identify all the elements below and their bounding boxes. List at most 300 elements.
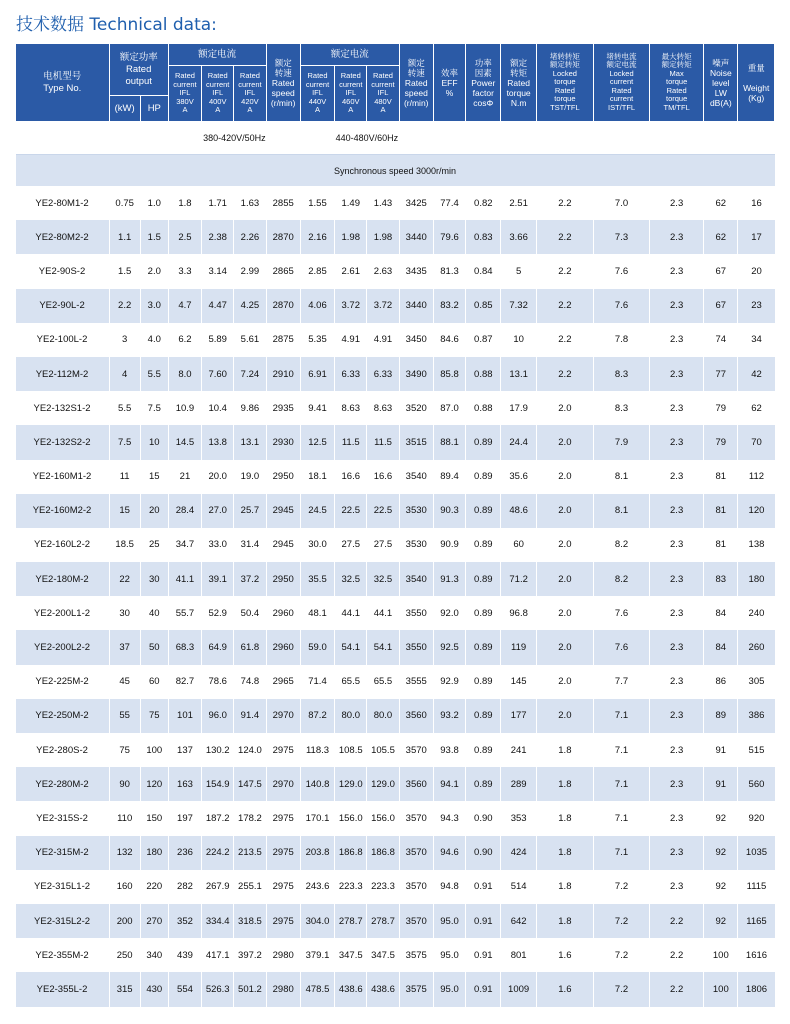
header-i380 — [168, 66, 201, 122]
cell-current-380v: 352 — [168, 904, 201, 938]
cell-current-460v: 44.1 — [335, 596, 367, 630]
header-hp-label: HP — [147, 102, 161, 114]
cell-locked-current-ratio: 7.2 — [593, 938, 649, 972]
cell-speed-60hz: 3570 — [399, 870, 433, 904]
cell-output-hp: 5.5 — [140, 357, 168, 391]
cell-current-460v: 223.3 — [335, 870, 367, 904]
cell-current-480v: 129.0 — [367, 767, 399, 801]
cell-locked-torque-ratio: 2.0 — [536, 528, 593, 562]
cell-max-torque-ratio: 2.3 — [650, 630, 704, 664]
cell-weight: 560 — [738, 767, 775, 801]
cell-speed-50hz: 2980 — [266, 972, 300, 1006]
cell-current-460v: 129.0 — [335, 767, 367, 801]
cell-rated-torque: 48.6 — [501, 494, 536, 528]
synchronous-speed-row — [16, 155, 775, 187]
table-row — [16, 254, 775, 288]
cell-power-factor: 0.89 — [466, 425, 501, 459]
cell-current-440v: 478.5 — [300, 972, 334, 1006]
cell-speed-60hz: 3425 — [399, 186, 433, 220]
header-rated-output — [109, 44, 168, 96]
cell-current-400v: 417.1 — [202, 938, 234, 972]
cell-current-400v: 1.71 — [202, 186, 234, 220]
cell-current-460v: 3.72 — [335, 289, 367, 323]
cell-noise-level: 91 — [704, 767, 738, 801]
cell-power-factor: 0.89 — [466, 733, 501, 767]
cell-current-460v: 65.5 — [335, 665, 367, 699]
cell-weight: 17 — [738, 220, 775, 254]
cell-locked-torque-ratio: 2.0 — [536, 699, 593, 733]
cell-current-400v: 526.3 — [202, 972, 234, 1006]
cell-current-420v: 91.4 — [234, 699, 266, 733]
cell-type-no: YE2-315M-2 — [16, 836, 110, 870]
cell-type-no: YE2-280S-2 — [16, 733, 110, 767]
cell-output-kw: 200 — [109, 904, 140, 938]
cell-power-factor: 0.89 — [466, 562, 501, 596]
cell-current-380v: 2.5 — [168, 220, 201, 254]
cell-output-kw: 132 — [109, 836, 140, 870]
cell-rated-torque: 24.4 — [501, 425, 536, 459]
cell-current-380v: 439 — [168, 938, 201, 972]
cell-type-no: YE2-315L1-2 — [16, 870, 110, 904]
cell-power-factor: 0.88 — [466, 391, 501, 425]
cell-power-factor: 0.89 — [466, 494, 501, 528]
cell-current-400v: 64.9 — [202, 630, 234, 664]
cell-max-torque-ratio: 2.3 — [650, 801, 704, 835]
cell-noise-level: 74 — [704, 323, 738, 357]
cell-efficiency: 94.3 — [433, 801, 465, 835]
cell-output-hp: 3.0 — [140, 289, 168, 323]
cell-max-torque-ratio: 2.3 — [650, 425, 704, 459]
cell-output-kw: 30 — [109, 596, 140, 630]
header-locked-current — [593, 44, 649, 122]
cell-current-440v: 304.0 — [300, 904, 334, 938]
cell-power-factor: 0.91 — [466, 938, 501, 972]
cell-output-kw: 37 — [109, 630, 140, 664]
cell-current-380v: 101 — [168, 699, 201, 733]
cell-current-420v: 4.25 — [234, 289, 266, 323]
cell-speed-50hz: 2870 — [266, 220, 300, 254]
cell-rated-torque: 71.2 — [501, 562, 536, 596]
cell-locked-torque-ratio: 1.8 — [536, 733, 593, 767]
table-row — [16, 870, 775, 904]
cell-locked-torque-ratio: 1.8 — [536, 836, 593, 870]
cell-rated-torque: 145 — [501, 665, 536, 699]
cell-current-480v: 32.5 — [367, 562, 399, 596]
cell-output-kw: 315 — [109, 972, 140, 1006]
cell-current-440v: 379.1 — [300, 938, 334, 972]
cell-power-factor: 0.89 — [466, 630, 501, 664]
cell-noise-level: 92 — [704, 836, 738, 870]
cell-current-420v: 318.5 — [234, 904, 266, 938]
cell-current-480v: 186.8 — [367, 836, 399, 870]
cell-current-440v: 87.2 — [300, 699, 334, 733]
header-weight — [738, 44, 775, 122]
cell-current-480v: 278.7 — [367, 904, 399, 938]
cell-max-torque-ratio: 2.3 — [650, 289, 704, 323]
cell-current-380v: 14.5 — [168, 425, 201, 459]
cell-max-torque-ratio: 2.3 — [650, 596, 704, 630]
cell-rated-torque: 5 — [501, 254, 536, 288]
cell-output-kw: 75 — [109, 733, 140, 767]
cell-locked-current-ratio: 7.1 — [593, 767, 649, 801]
cell-output-hp: 60 — [140, 665, 168, 699]
header-i460 — [335, 66, 367, 122]
cell-current-440v: 4.06 — [300, 289, 334, 323]
header-locked-torque — [536, 44, 593, 122]
cell-noise-level: 84 — [704, 630, 738, 664]
cell-current-440v: 2.16 — [300, 220, 334, 254]
cell-noise-level: 67 — [704, 289, 738, 323]
cell-efficiency: 94.6 — [433, 836, 465, 870]
header-eff — [433, 44, 465, 122]
cell-rated-torque: 514 — [501, 870, 536, 904]
header-current-50 — [168, 44, 266, 66]
cell-locked-current-ratio: 7.7 — [593, 665, 649, 699]
cell-efficiency: 87.0 — [433, 391, 465, 425]
cell-noise-level: 81 — [704, 460, 738, 494]
cell-current-480v: 54.1 — [367, 630, 399, 664]
cell-current-480v: 22.5 — [367, 494, 399, 528]
header-current-60 — [300, 44, 399, 66]
cell-current-460v: 278.7 — [335, 904, 367, 938]
cell-locked-current-ratio: 8.3 — [593, 391, 649, 425]
cell-current-380v: 68.3 — [168, 630, 201, 664]
cell-output-kw: 7.5 — [109, 425, 140, 459]
cell-output-hp: 75 — [140, 699, 168, 733]
cell-current-420v: 50.4 — [234, 596, 266, 630]
cell-current-420v: 124.0 — [234, 733, 266, 767]
cell-current-440v: 30.0 — [300, 528, 334, 562]
cell-power-factor: 0.89 — [466, 528, 501, 562]
cell-current-400v: 130.2 — [202, 733, 234, 767]
cell-locked-torque-ratio: 2.0 — [536, 596, 593, 630]
table-row — [16, 494, 775, 528]
cell-locked-torque-ratio: 2.2 — [536, 254, 593, 288]
cell-type-no: YE2-180M-2 — [16, 562, 110, 596]
cell-current-400v: 5.89 — [202, 323, 234, 357]
cell-current-400v: 267.9 — [202, 870, 234, 904]
cell-max-torque-ratio: 2.3 — [650, 733, 704, 767]
cell-current-380v: 163 — [168, 767, 201, 801]
cell-noise-level: 79 — [704, 391, 738, 425]
cell-speed-50hz: 2970 — [266, 767, 300, 801]
cell-speed-60hz: 3550 — [399, 596, 433, 630]
header-current-60-label: 额定电流 — [330, 48, 369, 60]
cell-type-no: YE2-112M-2 — [16, 357, 110, 391]
cell-efficiency: 95.0 — [433, 904, 465, 938]
cell-rated-torque: 289 — [501, 767, 536, 801]
header-speed-50-label: 额定 转速 Rated speed (r/min) — [270, 57, 296, 108]
cell-current-380v: 4.7 — [168, 289, 201, 323]
header-speed-60 — [399, 44, 433, 122]
cell-efficiency: 90.9 — [433, 528, 465, 562]
cell-locked-current-ratio: 7.6 — [593, 254, 649, 288]
header-max-torque-label: 最大转矩 额定转矩 Max torque Rated torque TM/TFL — [661, 51, 692, 112]
cell-current-400v: 224.2 — [202, 836, 234, 870]
cell-type-no: YE2-280M-2 — [16, 767, 110, 801]
cell-output-hp: 340 — [140, 938, 168, 972]
header-i440-label: Rated current IFL 440V A — [305, 71, 330, 115]
cell-current-400v: 33.0 — [202, 528, 234, 562]
table-row — [16, 938, 775, 972]
cell-current-420v: 25.7 — [234, 494, 266, 528]
cell-efficiency: 94.8 — [433, 870, 465, 904]
cell-speed-50hz: 2870 — [266, 289, 300, 323]
cell-speed-60hz: 3570 — [399, 836, 433, 870]
cell-max-torque-ratio: 2.3 — [650, 220, 704, 254]
cell-type-no: YE2-90S-2 — [16, 254, 110, 288]
table-row — [16, 425, 775, 459]
header-i460-label: Rated current IFL 460V A — [339, 71, 363, 115]
cell-current-420v: 13.1 — [234, 425, 266, 459]
table-row — [16, 460, 775, 494]
synchronous-speed-label: Synchronous speed 3000r/min — [16, 155, 775, 187]
cell-output-kw: 22 — [109, 562, 140, 596]
cell-type-no: YE2-90L-2 — [16, 289, 110, 323]
cell-power-factor: 0.90 — [466, 801, 501, 835]
cell-current-380v: 28.4 — [168, 494, 201, 528]
cell-weight: 138 — [738, 528, 775, 562]
cell-speed-60hz: 3540 — [399, 460, 433, 494]
cell-current-460v: 8.63 — [335, 391, 367, 425]
cell-weight: 16 — [738, 186, 775, 220]
cell-current-460v: 22.5 — [335, 494, 367, 528]
cell-output-kw: 4 — [109, 357, 140, 391]
cell-current-480v: 1.43 — [367, 186, 399, 220]
cell-weight: 1806 — [738, 972, 775, 1006]
cell-output-hp: 50 — [140, 630, 168, 664]
cell-output-kw: 55 — [109, 699, 140, 733]
cell-max-torque-ratio: 2.3 — [650, 357, 704, 391]
cell-efficiency: 89.4 — [433, 460, 465, 494]
cell-output-hp: 1.5 — [140, 220, 168, 254]
cell-output-kw: 3 — [109, 323, 140, 357]
cell-noise-level: 100 — [704, 938, 738, 972]
header-locked-current-label: 堵转电流 额定电流 Locked current Rated current IST/TFL — [606, 51, 637, 112]
cell-output-hp: 10 — [140, 425, 168, 459]
cell-speed-50hz: 2855 — [266, 186, 300, 220]
cell-type-no: YE2-355L-2 — [16, 972, 110, 1006]
freq-50hz: 380-420V/50Hz — [168, 122, 300, 155]
table-row — [16, 186, 775, 220]
cell-current-460v: 186.8 — [335, 836, 367, 870]
cell-type-no: YE2-200L2-2 — [16, 630, 110, 664]
cell-current-480v: 27.5 — [367, 528, 399, 562]
cell-current-420v: 213.5 — [234, 836, 266, 870]
cell-speed-60hz: 3490 — [399, 357, 433, 391]
cell-power-factor: 0.85 — [466, 289, 501, 323]
cell-speed-50hz: 2975 — [266, 904, 300, 938]
table-row — [16, 630, 775, 664]
header-kw — [109, 96, 140, 122]
cell-type-no: YE2-250M-2 — [16, 699, 110, 733]
cell-locked-current-ratio: 7.6 — [593, 289, 649, 323]
cell-current-420v: 37.2 — [234, 562, 266, 596]
cell-weight: 1035 — [738, 836, 775, 870]
cell-locked-current-ratio: 7.2 — [593, 870, 649, 904]
cell-current-460v: 80.0 — [335, 699, 367, 733]
cell-noise-level: 62 — [704, 220, 738, 254]
header-pf-label: 功率 因素 Power factor cosΦ — [471, 57, 496, 108]
cell-output-hp: 7.5 — [140, 391, 168, 425]
cell-current-420v: 31.4 — [234, 528, 266, 562]
cell-output-kw: 90 — [109, 767, 140, 801]
cell-noise-level: 79 — [704, 425, 738, 459]
cell-rated-torque: 801 — [501, 938, 536, 972]
cell-output-hp: 120 — [140, 767, 168, 801]
cell-current-460v: 4.91 — [335, 323, 367, 357]
cell-output-kw: 0.75 — [109, 186, 140, 220]
cell-efficiency: 95.0 — [433, 972, 465, 1006]
cell-current-440v: 243.6 — [300, 870, 334, 904]
cell-current-380v: 41.1 — [168, 562, 201, 596]
cell-current-460v: 438.6 — [335, 972, 367, 1006]
cell-output-hp: 30 — [140, 562, 168, 596]
cell-type-no: YE2-355M-2 — [16, 938, 110, 972]
cell-output-hp: 15 — [140, 460, 168, 494]
cell-speed-50hz: 2950 — [266, 562, 300, 596]
cell-type-no: YE2-80M1-2 — [16, 186, 110, 220]
technical-data-table-wrapper — [15, 43, 775, 1007]
cell-noise-level: 62 — [704, 186, 738, 220]
cell-current-420v: 61.8 — [234, 630, 266, 664]
cell-output-kw: 2.2 — [109, 289, 140, 323]
cell-speed-60hz: 3550 — [399, 630, 433, 664]
cell-speed-60hz: 3570 — [399, 801, 433, 835]
cell-max-torque-ratio: 2.3 — [650, 836, 704, 870]
cell-current-380v: 82.7 — [168, 665, 201, 699]
cell-weight: 1115 — [738, 870, 775, 904]
cell-current-380v: 34.7 — [168, 528, 201, 562]
header-power-factor — [466, 44, 501, 122]
cell-type-no: YE2-225M-2 — [16, 665, 110, 699]
cell-noise-level: 67 — [704, 254, 738, 288]
cell-locked-torque-ratio: 2.0 — [536, 630, 593, 664]
cell-locked-torque-ratio: 2.2 — [536, 323, 593, 357]
cell-type-no: YE2-315S-2 — [16, 801, 110, 835]
cell-current-480v: 2.63 — [367, 254, 399, 288]
cell-max-torque-ratio: 2.3 — [650, 767, 704, 801]
cell-current-480v: 8.63 — [367, 391, 399, 425]
cell-speed-50hz: 2910 — [266, 357, 300, 391]
cell-speed-60hz: 3530 — [399, 494, 433, 528]
cell-locked-current-ratio: 7.3 — [593, 220, 649, 254]
cell-current-400v: 27.0 — [202, 494, 234, 528]
cell-current-440v: 1.55 — [300, 186, 334, 220]
cell-current-480v: 1.98 — [367, 220, 399, 254]
cell-output-hp: 40 — [140, 596, 168, 630]
cell-max-torque-ratio: 2.2 — [650, 972, 704, 1006]
header-locked-torque-label: 堵转转矩 额定转矩 Locked torque Rated torque TST/TFL — [549, 51, 580, 112]
cell-output-kw: 15 — [109, 494, 140, 528]
cell-efficiency: 95.0 — [433, 938, 465, 972]
header-torque-label: 额定 转矩 Rated torque N.m — [506, 57, 531, 108]
cell-weight: 120 — [738, 494, 775, 528]
cell-current-380v: 21 — [168, 460, 201, 494]
table-row — [16, 220, 775, 254]
cell-output-kw: 250 — [109, 938, 140, 972]
header-type-label: 电机型号 Type No. — [43, 70, 82, 94]
cell-output-kw: 160 — [109, 870, 140, 904]
cell-efficiency: 90.3 — [433, 494, 465, 528]
cell-speed-60hz: 3435 — [399, 254, 433, 288]
cell-output-kw: 5.5 — [109, 391, 140, 425]
header-i480 — [367, 66, 399, 122]
cell-max-torque-ratio: 2.3 — [650, 254, 704, 288]
cell-noise-level: 81 — [704, 494, 738, 528]
table-row — [16, 767, 775, 801]
cell-current-380v: 137 — [168, 733, 201, 767]
cell-current-420v: 9.86 — [234, 391, 266, 425]
cell-speed-50hz: 2970 — [266, 699, 300, 733]
cell-current-480v: 65.5 — [367, 665, 399, 699]
cell-current-460v: 11.5 — [335, 425, 367, 459]
cell-current-480v: 3.72 — [367, 289, 399, 323]
cell-current-480v: 223.3 — [367, 870, 399, 904]
cell-rated-torque: 60 — [501, 528, 536, 562]
cell-noise-level: 86 — [704, 665, 738, 699]
cell-locked-current-ratio: 7.6 — [593, 630, 649, 664]
cell-speed-50hz: 2980 — [266, 938, 300, 972]
cell-efficiency: 91.3 — [433, 562, 465, 596]
cell-output-hp: 4.0 — [140, 323, 168, 357]
header-max-torque — [650, 44, 704, 122]
cell-weight: 1616 — [738, 938, 775, 972]
table-row — [16, 972, 775, 1006]
cell-noise-level: 84 — [704, 596, 738, 630]
page-title: 技术数据 Technical data: — [16, 15, 217, 35]
header-i380-label: Rated current IFL 380V A — [173, 71, 197, 115]
cell-max-torque-ratio: 2.3 — [650, 562, 704, 596]
cell-efficiency: 93.8 — [433, 733, 465, 767]
cell-locked-torque-ratio: 2.0 — [536, 494, 593, 528]
cell-speed-60hz: 3570 — [399, 733, 433, 767]
cell-weight: 240 — [738, 596, 775, 630]
cell-output-hp: 430 — [140, 972, 168, 1006]
cell-speed-60hz: 3555 — [399, 665, 433, 699]
cell-efficiency: 92.5 — [433, 630, 465, 664]
cell-weight: 70 — [738, 425, 775, 459]
cell-efficiency: 79.6 — [433, 220, 465, 254]
cell-locked-torque-ratio: 1.6 — [536, 972, 593, 1006]
cell-current-420v: 7.24 — [234, 357, 266, 391]
cell-power-factor: 0.83 — [466, 220, 501, 254]
cell-power-factor: 0.82 — [466, 186, 501, 220]
table-row — [16, 528, 775, 562]
cell-speed-50hz: 2975 — [266, 733, 300, 767]
cell-current-380v: 3.3 — [168, 254, 201, 288]
cell-current-400v: 39.1 — [202, 562, 234, 596]
header-i440 — [300, 66, 334, 122]
cell-weight: 42 — [738, 357, 775, 391]
cell-current-400v: 334.4 — [202, 904, 234, 938]
cell-current-400v: 20.0 — [202, 460, 234, 494]
cell-current-440v: 9.41 — [300, 391, 334, 425]
cell-efficiency: 93.2 — [433, 699, 465, 733]
cell-current-400v: 187.2 — [202, 801, 234, 835]
table-row — [16, 665, 775, 699]
cell-locked-current-ratio: 7.9 — [593, 425, 649, 459]
table-row — [16, 391, 775, 425]
cell-current-380v: 6.2 — [168, 323, 201, 357]
cell-current-440v: 35.5 — [300, 562, 334, 596]
cell-current-480v: 80.0 — [367, 699, 399, 733]
cell-rated-torque: 3.66 — [501, 220, 536, 254]
cell-locked-current-ratio: 7.8 — [593, 323, 649, 357]
cell-speed-50hz: 2965 — [266, 665, 300, 699]
cell-current-460v: 2.61 — [335, 254, 367, 288]
cell-current-420v: 19.0 — [234, 460, 266, 494]
